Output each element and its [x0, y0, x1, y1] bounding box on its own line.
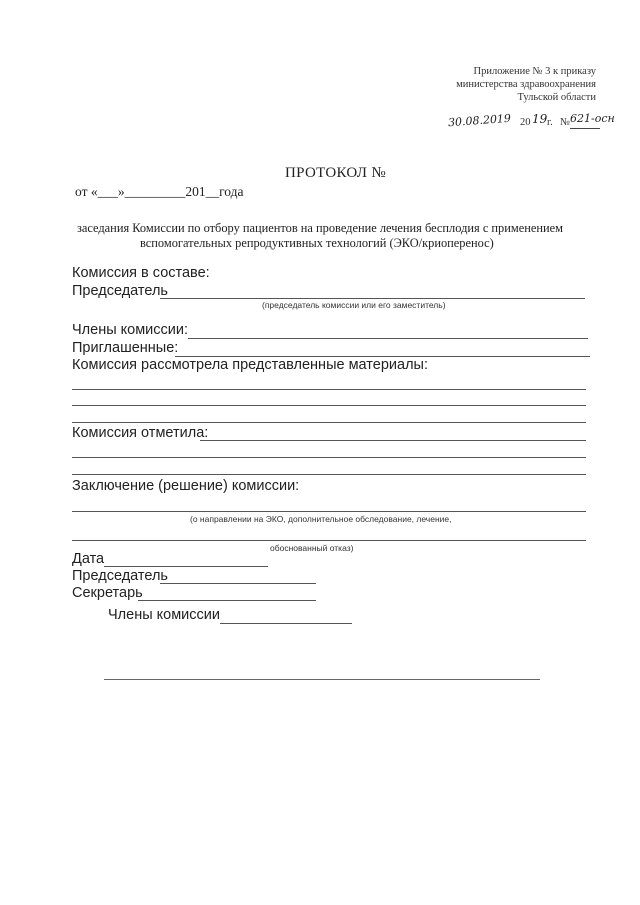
- noted-label: Комиссия отметила:: [72, 425, 209, 441]
- order-date-number: [447, 111, 615, 132]
- signature-chairman-label: Председатель: [72, 568, 168, 584]
- noted-line-1: [200, 440, 586, 441]
- handwritten-date: 30.08.2019: [447, 111, 512, 130]
- conclusion-hint-2: обоснованный отказ): [270, 543, 354, 553]
- protocol-title: ПРОТОКОЛ №: [285, 165, 386, 181]
- noted-line-2: [72, 457, 586, 458]
- signature-members-label: Члены комиссии: [108, 607, 220, 623]
- protocol-subject-line2: вспомогательных репродуктивных технологий (ЭКО/криоперенос): [140, 236, 494, 250]
- signature-date-line: [104, 566, 268, 567]
- materials-line-1: [72, 389, 586, 390]
- materials-line-2: [72, 405, 586, 406]
- ministry-line: министерства здравоохранения: [456, 79, 596, 90]
- chairman-field-line: [160, 298, 585, 299]
- members-field-line: [188, 338, 588, 339]
- members-label: Члены комиссии:: [72, 322, 189, 338]
- protocol-subject-line1: заседания Комиссии по отбору пациентов на проведение лечения бесплодия с применением: [77, 221, 563, 235]
- signature-secretary-line: [138, 600, 316, 601]
- invited-label: Приглашенные:: [72, 340, 179, 356]
- handwritten-number: 621-осн: [570, 112, 615, 125]
- order-number-label: №: [560, 117, 571, 128]
- bottom-separator-line: [104, 679, 540, 680]
- signature-date-label: Дата: [72, 551, 105, 567]
- noted-line-3: [72, 474, 586, 475]
- conclusion-hint-1: (о направлении на ЭКО, дополнительное обследование, лечение,: [190, 514, 452, 524]
- region-line: Тульской области: [517, 92, 596, 103]
- order-year-prefix: 20: [520, 117, 531, 128]
- order-year-suffix: г.: [547, 117, 553, 128]
- chairman-label: Председатель: [72, 283, 168, 299]
- conclusion-line-1: [72, 511, 586, 512]
- signature-chairman-line: [160, 583, 316, 584]
- protocol-date-line: от «___»_________201__года: [75, 184, 244, 199]
- number-underline: [570, 128, 600, 129]
- handwritten-year: 19: [532, 112, 548, 126]
- chairman-hint: (председатель комиссии или его заместитель): [262, 300, 446, 310]
- materials-label: Комиссия рассмотрела представленные материалы:: [72, 357, 428, 373]
- order-appendix-line: Приложение № 3 к приказу: [473, 66, 596, 77]
- signature-members-line: [220, 623, 352, 624]
- conclusion-line-2: [72, 540, 586, 541]
- composition-label: Комиссия в составе:: [72, 265, 210, 281]
- signature-secretary-label: Секретарь: [72, 585, 143, 601]
- conclusion-label: Заключение (решение) комиссии:: [72, 478, 300, 494]
- materials-line-3: [72, 422, 586, 423]
